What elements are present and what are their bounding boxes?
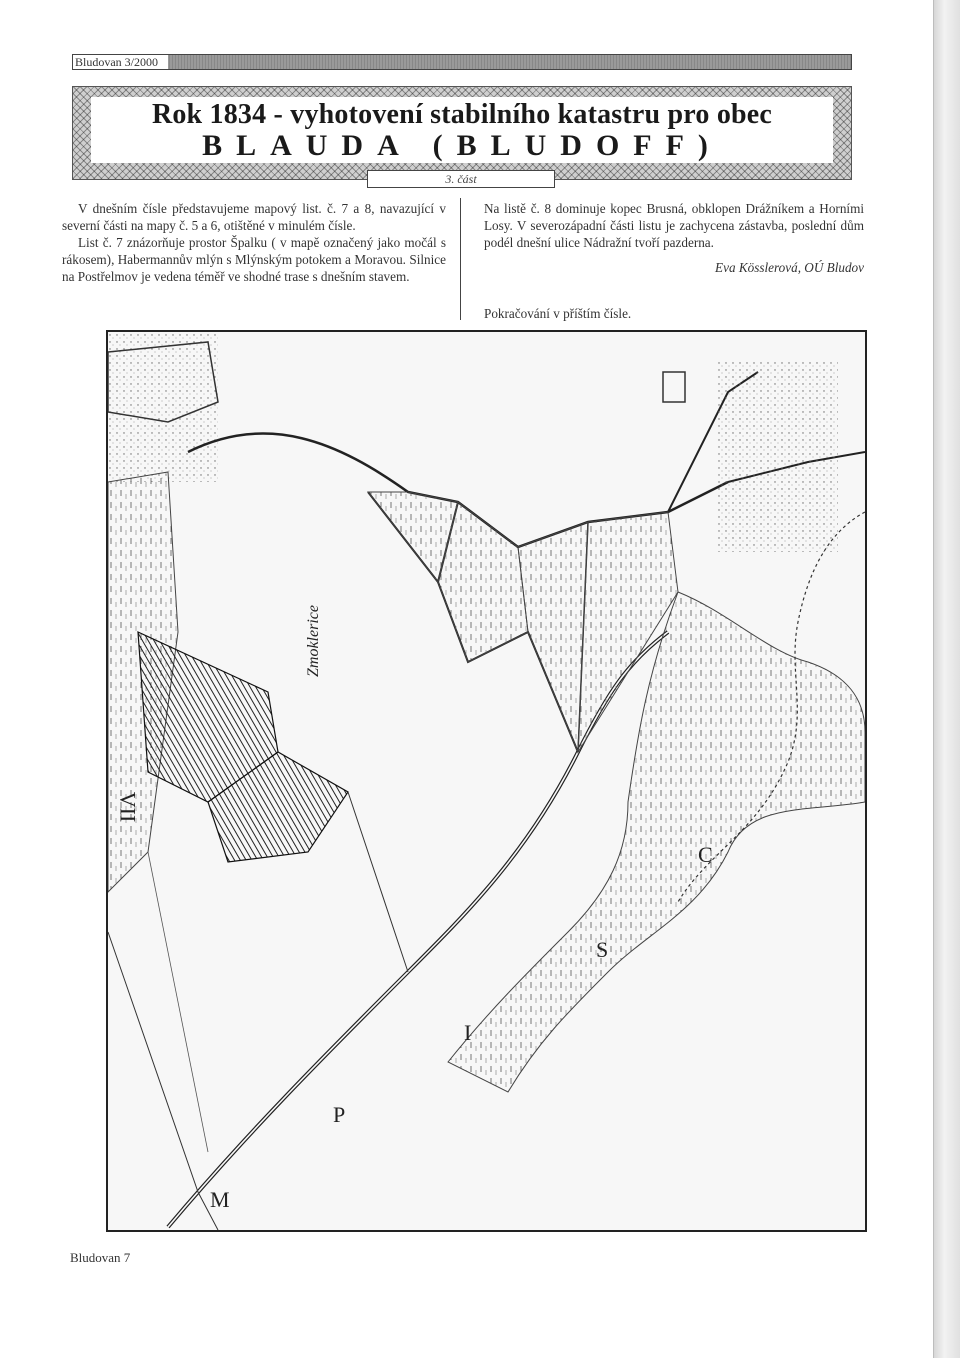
left-paragraph-1: V dnešním čísle představujeme mapový list. č. 7 a 8, navazující v severní části na mapy č. 5 a 6, otištěné v minulém čísle. [62,201,446,233]
continuation-note: Pokračování v příštím čísle. [484,306,632,321]
left-paragraph-2: List č. 7 znázorňuje prostor Špalku ( v mapě označený jako močál s rákosem), Habermannův mlýn s Mlýnským potokem a Moravou. Silnice na Postřelmov je vedena téměř ve shodné trase s dnešním stavem. [62,235,446,284]
title-line-2: BLAUDA (BLUDOFF) [202,129,722,162]
article-right-column [484,200,864,276]
map-label-roman: VII [115,791,141,823]
settlement-area-east [718,362,838,552]
article-left-column [62,200,446,285]
column-divider [460,198,461,320]
page-edge-shadow [934,0,960,1358]
settlement-area-northwest [108,332,218,482]
map-label-i: I [464,1020,472,1045]
map-label-p: P [333,1102,346,1127]
author-signature: Eva Kösslerová, OÚ Bludov [715,260,864,275]
cadastral-map [106,330,867,1232]
issue-header-bar [72,54,852,70]
title-inner-panel [91,97,833,163]
map-drawing [108,332,865,1230]
right-paragraph-1: Na listě č. 8 dominuje kopec Brusná, obklopen Drážníkem a Horními Losy. V severozápadní části listu je zachycena zástavba, poslední dům podél dnešní ulice Nádražní tvoří pazderna. [484,201,864,250]
map-label-vertical-name: Zmoklerice [304,605,322,677]
title-banner [72,86,852,180]
map-label-m: M [210,1187,230,1212]
title-line-1: Rok 1834 - vyhotovení stabilního katastru pro obec [151,99,773,130]
issue-label: Bludovan 3/2000 [73,55,168,69]
map-label-c: C [698,842,713,867]
page-footer: Bludovan 7 [70,1250,131,1265]
part-label: 3. část [367,170,555,188]
map-label-s: S [596,937,609,962]
